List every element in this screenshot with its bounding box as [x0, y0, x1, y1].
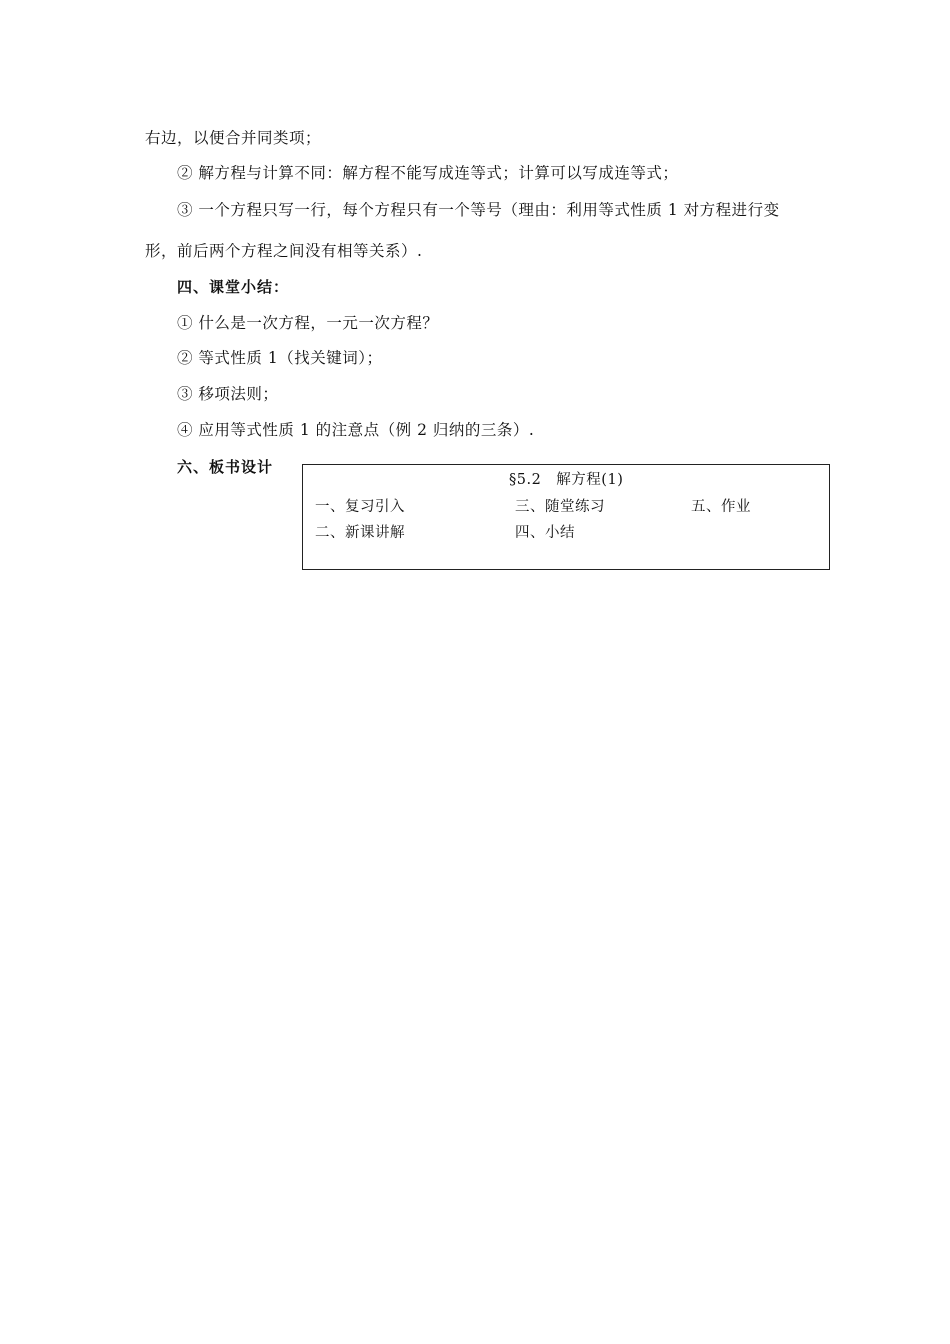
summary-item-4: ④ 应用等式性质 1 的注意点（例 2 归纳的三条）. [177, 421, 535, 439]
board-item: 一、复习引入 [315, 499, 405, 515]
summary-item-3: ③ 移项法则； [177, 385, 279, 403]
board-item: 五、作业 [691, 499, 751, 515]
board-item: 四、小结 [515, 525, 575, 541]
note-item-3-continuation: 形，前后两个方程之间没有相等关系）. [145, 242, 423, 260]
board-item: 二、新课讲解 [315, 525, 405, 541]
board-design-box [302, 464, 830, 570]
summary-item-1: ① 什么是一次方程，一元一次方程？ [177, 314, 439, 332]
summary-item-2: ② 等式性质 1（找关键词）； [177, 349, 383, 367]
board-title: §5.2 解方程(1) [509, 472, 624, 488]
note-item-3: ③ 一个方程只写一行，每个方程只有一个等号（理由：利用等式性质 1 对方程进行变 [177, 201, 780, 219]
note-item-2: ② 解方程与计算不同：解方程不能写成连等式；计算可以写成连等式； [177, 164, 679, 182]
paragraph-line: 右边，以便合并同类项； [145, 129, 322, 147]
section-heading-summary: 四、课堂小结： [177, 278, 290, 296]
section-heading-board-design: 六、板书设计 [177, 458, 274, 476]
board-item: 三、随堂练习 [515, 499, 605, 515]
